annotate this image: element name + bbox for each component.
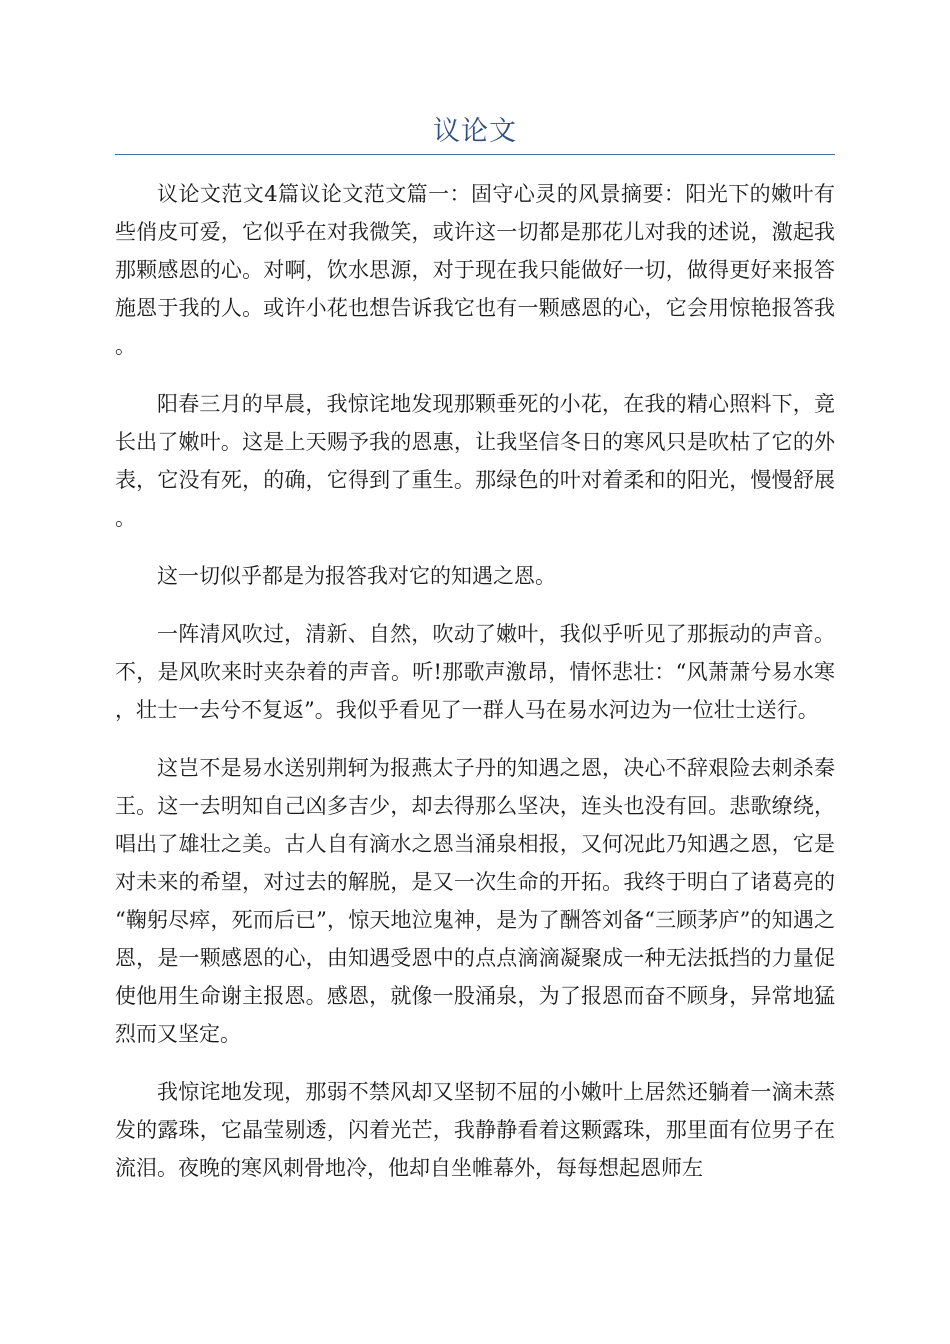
paragraph-5: 这岂不是易水送别荆轲为报燕太子丹的知遇之恩，决心不辞艰险去刺杀秦王。这一去明知自己凶多吉少，却去得那么坚决，连头也没有回。悲歌缭绕，唱出了雄壮之美。古人自有滴水之恩当涌泉相报，又何况此乃知遇之恩，它是对未来的希望，对过去的解脱，是又一次生命的开拓。我终于明白了诸葛亮的“鞠躬尽瘁，死而后已”，惊天地泣鬼神，是为了酬答刘备“三顾茅庐”的知遇之恩，是一颗感恩的心，由知遇受恩中的点点滴滴凝聚成一种无法抵挡的力量促使他用生命谢主报恩。感恩，就像一股涌泉，为了报恩而奋不顾身，异常地猛烈而又坚定。 bbox=[115, 756, 835, 1046]
paragraph-2: 阳春三月的早晨，我惊诧地发现那颗垂死的小花，在我的精心照料下，竟长出了嫩叶。这是上天赐予我的恩惠，让我坚信冬日的寒风只是吹枯了它的外表，它没有死，的确，它得到了重生。那绿色的叶对着柔和的阳光，慢慢舒展。 bbox=[115, 392, 835, 530]
title-underline bbox=[115, 154, 835, 155]
paragraph-4: 一阵清风吹过，清新、自然，吹动了嫩叶，我似乎听见了那振动的声音。不，是风吹来时夹杂着的声音。听!那歌声激昂，情怀悲壮：“风萧萧兮易水寒，壮士一去兮不复返”。我似乎看见了一群人马在易水河边为一位壮士送行。 bbox=[115, 622, 835, 722]
document-title: 议论文 bbox=[433, 116, 517, 147]
paragraph-1: 议论文范文4篇议论文范文篇一：固守心灵的风景摘要：阳光下的嫩叶有些俏皮可爱，它似乎在对我微笑，或许这一切都是那花儿对我的述说，激起我那颗感恩的心。对啊，饮水思源，对于现在我只能做好一切，做得更好来报答施恩于我的人。或许小花也想告诉我它也有一颗感恩的心，它会用惊艳报答我。 bbox=[115, 182, 835, 358]
document-body bbox=[115, 175, 835, 1207]
paragraph-6: 我惊诧地发现，那弱不禁风却又坚韧不屈的小嫩叶上居然还躺着一滴未蒸发的露珠，它晶莹剔透，闪着光芒，我静静看着这颗露珠，那里面有位男子在流泪。夜晚的寒风刺骨地冷，他却自坐帷幕外，每每想起恩师左 bbox=[115, 1080, 835, 1180]
paragraph-3: 这一切似乎都是为报答我对它的知遇之恩。 bbox=[157, 564, 556, 588]
